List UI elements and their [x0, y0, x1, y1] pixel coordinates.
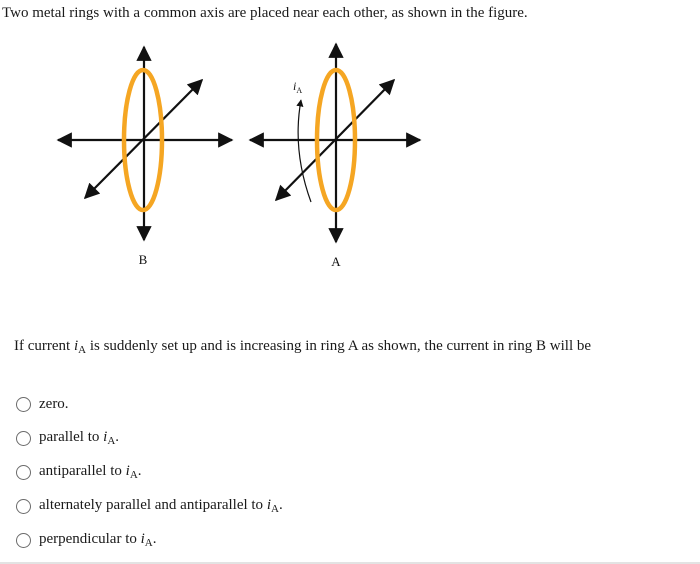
radio-button[interactable] — [16, 431, 31, 446]
current-label: $i_A$ — [293, 79, 303, 95]
current-arrow — [298, 100, 311, 202]
radio-button[interactable] — [16, 533, 31, 548]
radio-button[interactable] — [16, 499, 31, 514]
option-label: alternately parallel and antiparallel to $i_A$. — [39, 497, 283, 515]
answer-options — [16, 387, 283, 557]
option-label: antiparallel to $i_A$. — [39, 463, 142, 481]
option-label: zero. — [39, 395, 69, 412]
option-perpendicular[interactable] — [16, 523, 283, 557]
ring-b-diagram — [58, 47, 232, 267]
radio-button[interactable] — [16, 397, 31, 412]
option-alternating[interactable] — [16, 489, 283, 523]
option-parallel[interactable] — [16, 421, 283, 455]
option-label: parallel to $i_A$. — [39, 429, 120, 447]
option-label: perpendicular to $i_A$. — [39, 531, 157, 549]
ring-a-label: A — [331, 254, 341, 269]
ring-b-label: B — [138, 252, 148, 267]
question-text: If current $i_A$ is suddenly set up and is increasing in ring A as shown, the current in ring B will be — [14, 338, 592, 356]
radio-button[interactable] — [16, 465, 31, 480]
intro-text: Two metal rings with a common axis are placed near each other, as shown in the figure. — [2, 5, 528, 21]
option-antiparallel[interactable] — [16, 455, 283, 489]
ring-a-diagram — [250, 44, 420, 269]
option-zero[interactable] — [16, 387, 283, 421]
